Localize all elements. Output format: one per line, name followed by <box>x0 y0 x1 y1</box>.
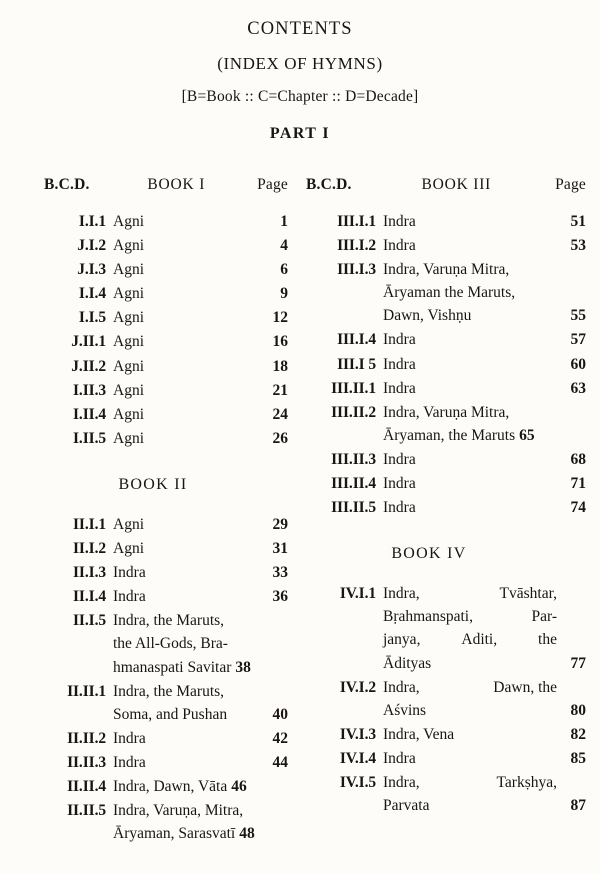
entry-page-number: 38 <box>235 658 251 676</box>
entry-code: III.I.4 <box>337 331 376 349</box>
entry-code: III.II.1 <box>331 379 376 397</box>
entry-body <box>113 609 288 678</box>
toc-entry[interactable] <box>44 330 288 353</box>
entry-line-text: Indra <box>383 499 416 517</box>
entry-line <box>113 306 288 329</box>
entry-page-number: 21 <box>272 381 288 399</box>
toc-entry[interactable] <box>306 353 586 376</box>
entry-line-text: Indra <box>383 450 416 468</box>
column-right <box>296 176 600 818</box>
entry-line <box>383 628 586 651</box>
entry-word: Indra, <box>383 585 420 603</box>
entry-word: Bṛahmanspati, <box>383 608 473 626</box>
entry-line <box>383 304 586 327</box>
entry-code: III.I.3 <box>337 261 376 279</box>
entry-page-number: 55 <box>570 307 586 325</box>
toc-entry[interactable] <box>44 680 288 726</box>
entry-line-text: Indra <box>113 729 146 747</box>
entry-page-number: 31 <box>272 540 288 558</box>
entry-line-text: Indra <box>383 331 416 349</box>
entry-page-number: 44 <box>272 753 288 771</box>
entry-line <box>113 609 288 632</box>
entry-code: J.II.1 <box>71 333 106 351</box>
toc-entry[interactable] <box>44 799 288 845</box>
entry-page-number: 26 <box>272 429 288 447</box>
entry-page-number: 63 <box>570 379 586 397</box>
entry-line-text: Agni <box>113 261 144 279</box>
entry-code: II.I.2 <box>73 540 106 558</box>
entry-body <box>383 377 586 400</box>
entry-line-text: Indra <box>383 749 416 767</box>
entry-line <box>383 582 586 605</box>
entry-line-text <box>383 582 557 605</box>
entry-page-number: 29 <box>272 515 288 533</box>
entry-body <box>113 234 288 257</box>
entry-line-text: Indra <box>383 355 416 373</box>
contents-columns <box>0 176 600 846</box>
entry-line-text: Indra <box>383 379 416 397</box>
toc-entry[interactable] <box>306 210 586 233</box>
entry-line <box>383 699 586 722</box>
entry-code: IV.I.3 <box>339 725 376 743</box>
entry-line <box>383 210 586 233</box>
part-heading: PART I <box>269 124 331 142</box>
toc-entry[interactable] <box>44 751 288 774</box>
entry-line-text: Indra <box>113 588 146 606</box>
entry-line <box>383 794 586 817</box>
entry-line <box>113 632 288 655</box>
entry-line <box>383 234 586 257</box>
toc-entry[interactable] <box>306 472 586 495</box>
entry-page-number: 77 <box>570 654 586 672</box>
entry-line-text: Aśvins <box>383 701 427 719</box>
entry-line-text <box>383 605 557 628</box>
column-header-page: Page <box>257 176 288 193</box>
entry-body <box>113 751 288 774</box>
entry-page-number: 36 <box>272 588 288 606</box>
entry-body <box>383 771 586 817</box>
entry-line <box>383 676 586 699</box>
toc-entry[interactable] <box>306 377 586 400</box>
column-header-bcd: B.C.D. <box>306 176 352 193</box>
entry-code: III.I 5 <box>337 355 376 373</box>
entry-code: I.I.5 <box>78 309 106 327</box>
entry-page-number: 16 <box>272 333 288 351</box>
entry-code: III.II.3 <box>331 450 376 468</box>
entry-line <box>113 403 288 426</box>
entry-page-number: 68 <box>570 450 586 468</box>
entry-body <box>383 582 586 674</box>
entry-code: I.I.1 <box>78 213 106 230</box>
entry-word: Aditi, <box>461 631 498 649</box>
book-heading: BOOK II <box>118 475 188 493</box>
entry-code: J.I.3 <box>77 261 106 279</box>
toc-entry[interactable] <box>44 234 288 257</box>
toc-entry[interactable] <box>306 328 586 351</box>
entry-body <box>383 258 586 327</box>
entry-line <box>113 751 288 774</box>
entry-body <box>383 210 586 233</box>
entry-line-text: Indra <box>113 564 146 582</box>
entry-line <box>113 537 288 560</box>
toc-entry[interactable] <box>306 582 586 674</box>
entry-body <box>113 727 288 750</box>
entry-line-text: Ādityas <box>383 654 432 672</box>
entry-line <box>113 210 288 233</box>
entry-word: Par- <box>531 608 557 626</box>
entry-line-text: Agni <box>113 333 144 351</box>
toc-entry[interactable] <box>44 379 288 402</box>
entry-line-text: the All-Gods, Bra- <box>113 635 228 653</box>
column-header <box>44 176 288 194</box>
entry-body <box>383 676 586 722</box>
entry-line-text: Āryaman, Sarasvatī <box>113 825 236 843</box>
entry-line <box>383 281 586 304</box>
entry-line <box>113 703 288 726</box>
entry-line <box>383 723 586 746</box>
entry-page-number: 48 <box>239 825 255 843</box>
entry-line <box>113 379 288 402</box>
entry-code: J.II.2 <box>71 357 106 375</box>
entry-line-text: Agni <box>113 515 144 533</box>
entry-line <box>383 652 586 675</box>
entry-line-text: hmanaspati Savitar <box>113 658 232 676</box>
masthead <box>0 0 600 144</box>
entry-code: III.II.2 <box>331 403 376 421</box>
entry-line <box>383 747 586 770</box>
entry-line-text: Agni <box>113 405 144 423</box>
entry-page-number: 6 <box>280 261 288 279</box>
toc-entry[interactable] <box>44 727 288 750</box>
entry-code: J.I.2 <box>77 237 106 255</box>
entry-page-number: 24 <box>272 405 288 423</box>
toc-entry[interactable] <box>306 747 586 770</box>
entry-body <box>113 561 288 584</box>
entry-body <box>113 775 288 798</box>
entry-line-text: Indra, Varuṇa Mitra, <box>383 403 510 421</box>
entry-line <box>383 448 586 471</box>
entry-body <box>113 799 288 845</box>
entry-page-number: 33 <box>272 564 288 582</box>
entry-page-number: 1 <box>280 213 288 230</box>
entry-line <box>113 775 288 798</box>
entry-line-text: Agni <box>113 429 144 447</box>
entry-page-number: 42 <box>272 729 288 747</box>
entry-code: II.II.2 <box>67 729 106 747</box>
toc-entry[interactable] <box>44 537 288 560</box>
toc-entry[interactable] <box>306 723 586 746</box>
toc-entry[interactable] <box>44 258 288 281</box>
entry-body <box>383 496 586 519</box>
entry-line-text: Soma, and Pushan <box>113 705 228 723</box>
column-header-bcd: B.C.D. <box>44 176 90 193</box>
entry-page-number: 57 <box>570 331 586 349</box>
entry-body <box>113 427 288 450</box>
entry-line <box>383 496 586 519</box>
entry-body <box>113 537 288 560</box>
entry-line-text: Indra, Varuṇa, Mitra, <box>113 802 244 820</box>
page-subtitle: (INDEX OF HYMNS) <box>217 54 383 74</box>
entry-code: III.II.5 <box>331 499 376 517</box>
entry-line-text: Parvata <box>383 797 430 815</box>
entry-body <box>383 401 586 447</box>
entry-page-number: 87 <box>570 797 586 815</box>
entry-line <box>113 282 288 305</box>
entry-word: Indra, <box>383 678 420 696</box>
entry-line-text <box>383 676 557 699</box>
entry-line <box>113 680 288 703</box>
toc-entry[interactable] <box>44 403 288 426</box>
column-header-book: BOOK I <box>147 176 206 193</box>
column-header <box>306 176 586 194</box>
entry-body <box>113 585 288 608</box>
entry-body <box>113 210 288 233</box>
entry-line-text: Agni <box>113 237 144 255</box>
entry-page-number: 82 <box>570 725 586 743</box>
entry-body <box>383 448 586 471</box>
entry-line-text: Indra <box>383 475 416 493</box>
column-header-page: Page <box>555 176 586 193</box>
toc-entry[interactable] <box>44 561 288 584</box>
toc-entry[interactable] <box>306 771 586 817</box>
entry-line <box>383 258 586 281</box>
entry-page-number: 46 <box>231 777 247 795</box>
entry-line <box>113 727 288 750</box>
book-heading: BOOK IV <box>391 545 467 563</box>
toc-entry[interactable] <box>306 401 586 447</box>
entry-line <box>113 799 288 822</box>
page-title: CONTENTS <box>247 19 353 39</box>
entry-line <box>383 771 586 794</box>
toc-entry[interactable] <box>44 775 288 798</box>
justified-line <box>383 582 557 605</box>
entry-word: Indra, <box>383 773 420 791</box>
toc-entry[interactable] <box>306 234 586 257</box>
toc-entry[interactable] <box>44 609 288 678</box>
toc-entry[interactable] <box>306 676 586 722</box>
justified-line <box>383 628 557 651</box>
entry-body <box>113 306 288 329</box>
toc-entry[interactable] <box>306 448 586 471</box>
entry-code: I.II.5 <box>73 429 106 447</box>
column-header-book: BOOK III <box>421 176 492 193</box>
entry-code: III.II.4 <box>331 475 376 493</box>
entry-page-number: 4 <box>280 237 288 255</box>
toc-entry[interactable] <box>44 427 288 450</box>
entry-line-text: Agni <box>113 540 144 558</box>
entry-line-text: Agni <box>113 309 144 327</box>
entry-body <box>383 353 586 376</box>
entry-line <box>113 427 288 450</box>
entry-code: I.I.4 <box>78 285 106 303</box>
entry-line-text: Agni <box>113 357 144 375</box>
entry-word: the <box>538 631 557 649</box>
entry-line <box>383 401 586 424</box>
justified-line <box>383 676 557 699</box>
entry-code: II.II.4 <box>67 777 106 795</box>
entry-line-text: Dawn, Vishṇu <box>383 307 472 325</box>
entry-line-text: Indra <box>383 213 416 230</box>
entry-code: III.I.1 <box>337 213 376 230</box>
entry-line <box>113 656 288 679</box>
entry-body <box>383 747 586 770</box>
entry-page-number: 18 <box>272 357 288 375</box>
entry-page-number: 51 <box>570 213 586 230</box>
entry-page-number: 65 <box>519 426 535 444</box>
entry-line <box>383 377 586 400</box>
entry-code: II.II.5 <box>67 802 106 820</box>
toc-entry[interactable] <box>306 496 586 519</box>
entry-word: Dawn, the <box>493 678 557 696</box>
entry-line <box>383 472 586 495</box>
entry-code: I.II.4 <box>73 405 106 423</box>
entry-word: Tvāshtar, <box>499 585 557 603</box>
entry-page-number: 74 <box>570 499 586 517</box>
entry-line <box>113 355 288 378</box>
entry-line <box>383 328 586 351</box>
entry-page-number: 53 <box>570 237 586 255</box>
entry-code: II.II.3 <box>67 753 106 771</box>
entry-line-text: Agni <box>113 381 144 399</box>
toc-entry[interactable] <box>306 258 586 327</box>
entry-line-text: Indra, the Maruts, <box>113 682 225 700</box>
entry-code: III.I.2 <box>337 237 376 255</box>
entry-page-number: 40 <box>272 705 288 723</box>
entry-line-text <box>383 628 557 651</box>
entry-word: janya, <box>383 631 421 649</box>
entry-line <box>113 258 288 281</box>
entry-code: IV.I.4 <box>339 749 376 767</box>
entry-code: II.I.3 <box>73 564 106 582</box>
entry-page-number: 12 <box>272 309 288 327</box>
entry-body <box>383 472 586 495</box>
entry-code: II.I.5 <box>73 612 106 630</box>
entry-body <box>383 723 586 746</box>
toc-entry[interactable] <box>44 282 288 305</box>
toc-entry[interactable] <box>44 513 288 536</box>
entry-code: II.I.4 <box>73 588 106 606</box>
entry-line-text: Agni <box>113 285 144 303</box>
entry-line <box>113 513 288 536</box>
abbreviation-key: [B=Book :: C=Chapter :: D=Decade] <box>181 88 419 106</box>
entry-code: IV.I.1 <box>339 585 376 603</box>
toc-entry[interactable] <box>44 306 288 329</box>
entry-body <box>383 328 586 351</box>
entry-body <box>113 513 288 536</box>
entry-line <box>113 561 288 584</box>
entry-page-number: 9 <box>280 285 288 303</box>
entry-code: II.II.1 <box>67 682 106 700</box>
entry-body <box>113 355 288 378</box>
entry-body <box>113 680 288 726</box>
justified-line <box>383 771 557 794</box>
entry-line-text: Indra <box>113 753 146 771</box>
entry-line-text <box>383 771 557 794</box>
entry-line-text: Indra, the Maruts, <box>113 612 225 630</box>
justified-line <box>383 605 557 628</box>
entry-line <box>113 822 288 845</box>
entry-code: II.I.1 <box>73 515 106 533</box>
entry-code: IV.I.5 <box>339 773 376 791</box>
entry-page-number: 60 <box>570 355 586 373</box>
entry-body <box>113 258 288 281</box>
entry-body <box>113 403 288 426</box>
entry-line <box>383 353 586 376</box>
entry-line-text: Āryaman, the Maruts <box>383 426 516 444</box>
entry-body <box>383 234 586 257</box>
entry-line <box>383 424 586 447</box>
entry-line-text: Indra <box>383 237 416 255</box>
entry-code: IV.I.2 <box>339 678 376 696</box>
toc-entry[interactable] <box>44 210 288 233</box>
entry-page-number: 85 <box>570 749 586 767</box>
entry-line-text: Āryaman the Maruts, <box>383 284 516 302</box>
toc-entry[interactable] <box>44 585 288 608</box>
entry-line-text: Indra, Varuṇa Mitra, <box>383 261 510 279</box>
entry-line-text: Indra, Vena <box>383 725 455 743</box>
entry-line <box>113 330 288 353</box>
column-left <box>0 176 296 846</box>
entry-line <box>383 605 586 628</box>
entry-body <box>113 282 288 305</box>
entry-line <box>113 585 288 608</box>
entry-body <box>113 379 288 402</box>
entry-page-number: 71 <box>570 475 586 493</box>
entry-line <box>113 234 288 257</box>
entry-line-text: Indra, Dawn, Vāta <box>113 777 228 795</box>
entry-page-number: 80 <box>570 701 586 719</box>
entry-word: Tarkṣhya, <box>496 773 557 791</box>
entry-line-text: Agni <box>113 213 144 230</box>
entry-body <box>113 330 288 353</box>
entry-code: I.II.3 <box>73 381 106 399</box>
toc-entry[interactable] <box>44 355 288 378</box>
